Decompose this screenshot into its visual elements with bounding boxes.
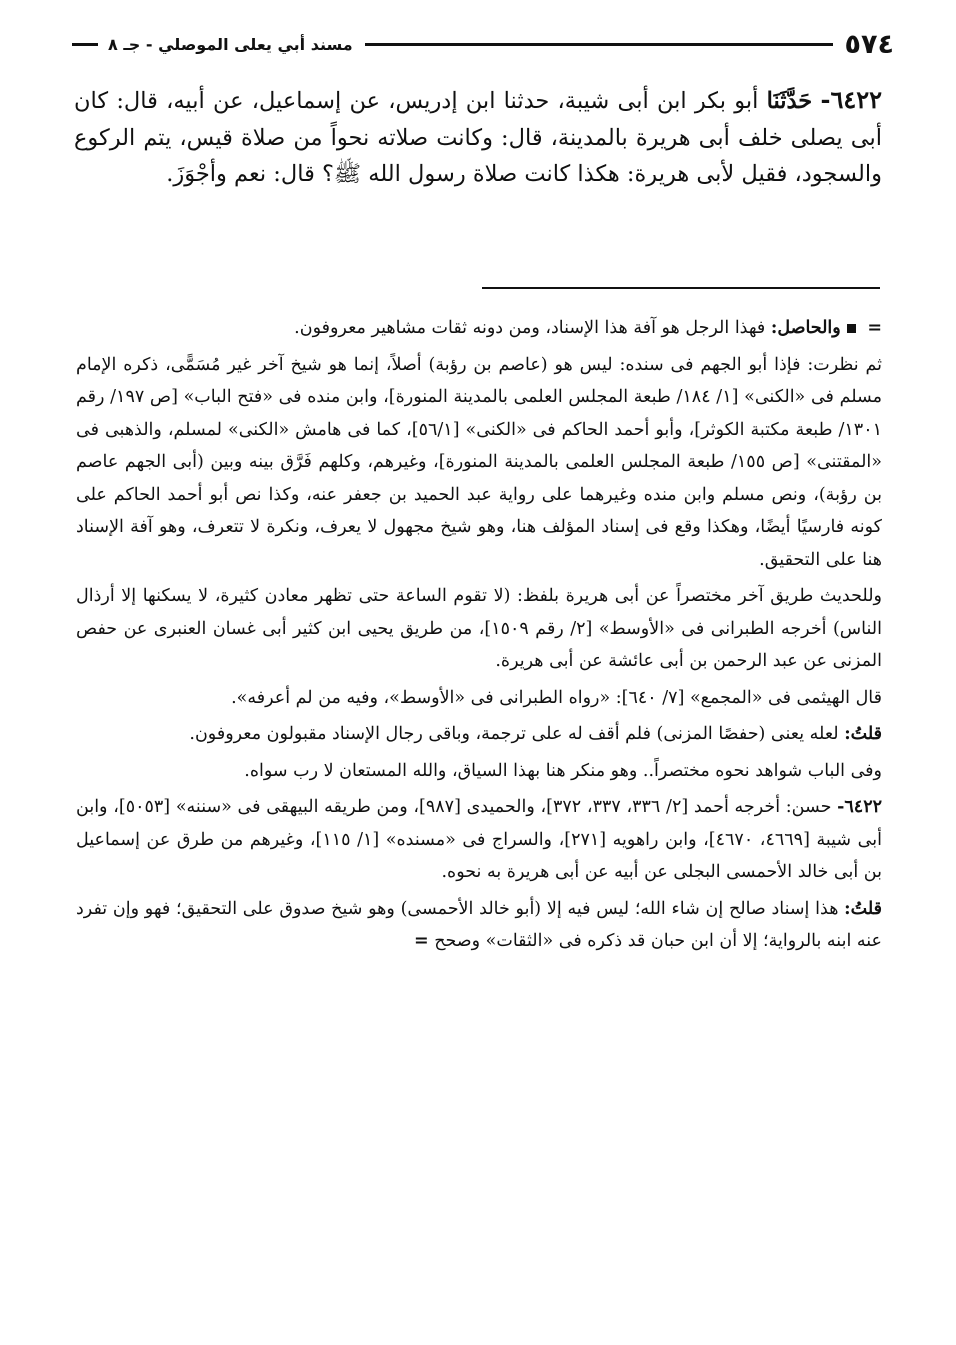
hadith-number: ٦٤٢٢ [830, 85, 882, 114]
footnote-paragraph: ثم نظرت: فإذا أبو الجهم فى سنده: ليس هو (عاصم بن رؤبة) أصلاً، إنما هو شيخ آخر غير مُسَمًّى، ذكره الإمام مسلم فى «الكنى» [١/ ١٨٤/ طبعة المجلس العلمى بالمدينة المنورة]، وابن منده فى «فتح الباب» [ص ١٩٧/ رقم ١٣٠١/ طبعة مكتبة الكوثر]، وأبو أحمد الحاكم فى «الكنى» [٥٦/١]، كما فى هامش «الكنى» لمسلم، والذهبى فى «المقتنى» [ص ١٥٥/ طبعة المجلس العلمى بالمدينة المنورة]، وغيرهم، وكلهم فَرَّق بينه وبين (أبى الجهم عاصم بن رؤبة)، ونص مسلم وابن منده وغيرهما على رواية عبد الحميد بن جعفر عنه، وكذا نص أبو أحمد الحاكم على كونه فارسيًا أيضًا، وهكذا وقع فى إسناد المؤلف هنا، وهو شيخ مجهول لا يعرف، ونكرة لا تتعرف، وهو آفة الإسناد هنا على التحقيق. [76, 354, 882, 570]
note-title: قلتُ: [844, 724, 882, 744]
footnote-paragraph [76, 312, 882, 345]
footnote-text: فهذا الرجل هو آفة هذا الإسناد، ومن دونه ثقات مشاهير معروفون. [294, 318, 766, 338]
book-title: مسند أبي يعلى الموصلي - جـ ٨ [108, 34, 353, 54]
hadith-text [74, 82, 882, 193]
note-title: والحاصل: [770, 318, 841, 338]
page-header [62, 22, 894, 66]
footnote-paragraph: قال الهيثمى فى «المجمع» [٧/ ٦٤٠]: «رواه الطبرانى فى «الأوسط»، وفيه من لم أعرفه». [231, 687, 882, 708]
footnotes [76, 312, 882, 962]
footnote-number: ٦٤٢٢- [837, 797, 883, 817]
footnote-separator [482, 287, 880, 289]
footnote-paragraph: وفى الباب شواهد نحوه مختصراً.. وهو منكر هنا بهذا السياق، والله المستعان لا رب سواه. [244, 760, 882, 781]
continuation-mark: = [867, 318, 882, 338]
narration-verb: حَدَّثَنَا [766, 88, 813, 114]
hadith-dash: - [820, 85, 831, 114]
footnote-paragraph [76, 893, 882, 958]
square-bullet-icon [847, 324, 856, 333]
footnote-paragraph [76, 718, 882, 751]
header-rule [365, 43, 833, 46]
header-dash [72, 43, 98, 46]
footnote-text: هذا إسناد صالح إن شاء الله؛ ليس فيه إلا (أبو خالد الأحمسى) وهو شيخ صدوق على التحقيق؛ فهو وإن تفرد عنه ابنه بالرواية؛ إلا أن ابن حبان قد ذكره فى «الثقات» وصحح [76, 898, 882, 951]
page-number: ٥٧٤ [844, 28, 894, 60]
note-title: قلتُ: [844, 898, 882, 919]
footnote-paragraph [76, 791, 882, 889]
footnote-text: حسن: أخرجه أحمد [٢/ ٣٣٦، ٣٣٧، ٣٧٢]، والحميدى [٩٨٧]، ومن طريقه البيهقى فى «سننه» [٥٠٥٣]، وابن أبى شيبة [٤٦٦٩، ٤٦٧٠]، وابن راهويه [٢٧١]، والسراج فى «مسنده» [١/ ١١٥]، وغيرهم من طرق عن إسماعيل بن أبى خالد الأحمسى البجلى عن أبيه عن أبى هريرة به نحوه. [76, 797, 882, 882]
hadith-body: أبو بكر ابن أبى شيبة، حدثنا ابن إدريس، عن إسماعيل، عن أبيه، قال: كان أبى يصلى خلف أبى هريرة بالمدينة، قال: وكانت صلاته نحواً من صلاة قيس، يتم الركوع والسجود، فقيل لأبى هريرة: هكذا كانت صلاة رسول الله ﷺ؟ قال: نعم وأجْوَزَ. [74, 88, 882, 187]
continuation-mark: = [413, 931, 429, 951]
footnote-text: لعله يعنى (حفصًا المزنى) فلم أقف له على ترجمة، وباقى رجال الإسناد مقبولون معروفون. [189, 724, 839, 744]
footnote-paragraph: وللحديث طريق آخر مختصراً عن أبى هريرة بلفظ: (لا تقوم الساعة حتى تظهر معادن كثيرة، لا يسكنها إلا أرذال الناس) أخرجه الطبرانى فى «الأوسط» [٢/ رقم ١٥٠٩]، من طريق يحيى ابن كثير أبى غسان العنبرى عن حفص المزنى عن عبد الرحمن بن أبى عائشة عن أبى هريرة. [76, 586, 882, 671]
